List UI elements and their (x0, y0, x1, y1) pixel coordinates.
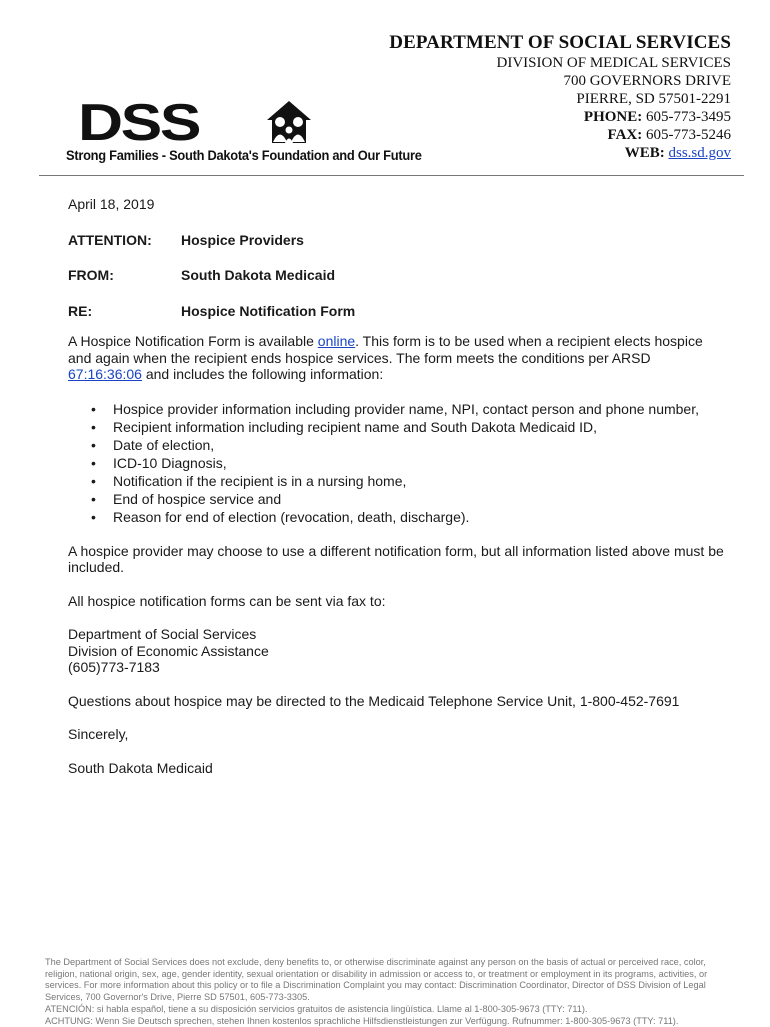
intro-text-1: A Hospice Notification Form is available (68, 333, 318, 349)
list-item (91, 436, 728, 454)
list-item (91, 418, 728, 436)
list-item-text: ICD-10 Diagnosis, (113, 454, 227, 471)
list-item-text: Date of election, (113, 436, 215, 453)
from-label: FROM: (68, 267, 114, 283)
signature: South Dakota Medicaid (68, 759, 213, 776)
from-row (68, 267, 728, 284)
bullet-icon: • (91, 418, 96, 435)
street-address: 700 GOVERNORS DRIVE (563, 73, 731, 89)
fax-instruction-paragraph: All hospice notification forms can be sent via fax to: (68, 592, 386, 609)
dss-logo (66, 94, 446, 166)
list-item-text: Reason for end of election (revocation, death, discharge). (113, 508, 470, 525)
german-notice: ACHTUNG: Wenn Sie Deutsch sprechen, stehen Ihnen kostenlos sprachliche Hilfsdienstleistungen zur Verfügung. Rufnummer: 1-800-305-9673 (TTY: 711). (45, 1015, 679, 1026)
city-state-zip: PIERRE, SD 57501-2291 (576, 91, 731, 107)
intro-text-2: . This form is to be used when a recipient elects hospice and again when the recipient ends hospice services. The form meets the conditions per ARSD (68, 333, 703, 366)
list-item-text: Hospice provider information including provider name, NPI, contact person and phone number, (113, 400, 699, 417)
logo-tagline: Strong Families - South Dakota's Foundation and Our Future (66, 147, 422, 163)
list-item (91, 454, 728, 472)
department-title: DEPARTMENT OF SOCIAL SERVICES (389, 32, 731, 53)
bullet-icon: • (91, 454, 96, 471)
address-line-department: Department of Social Services (68, 626, 257, 642)
intro-paragraph (68, 333, 728, 383)
phone-number: 605-773-3495 (646, 109, 731, 125)
fax-number: 605-773-5246 (646, 127, 731, 143)
list-item-text: End of hospice service and (113, 490, 282, 507)
arsd-link[interactable]: 67:16:36:06 (68, 366, 142, 382)
web-link[interactable]: dss.sd.gov (668, 145, 731, 161)
closing: Sincerely, (68, 726, 129, 742)
from-value: South Dakota Medicaid (181, 267, 336, 283)
letter-body (68, 196, 728, 776)
web-label: WEB: (624, 145, 665, 161)
list-item (91, 472, 728, 490)
address-line-fax-number: (605)773-7183 (68, 659, 160, 675)
list-item (91, 508, 728, 526)
bullet-icon: • (91, 508, 96, 525)
online-link[interactable]: online (317, 333, 356, 349)
family-house-icon (266, 100, 312, 144)
re-value: Hospice Notification Form (181, 302, 356, 319)
letter-date: April 18, 2019 (68, 196, 155, 212)
legal-footer (45, 957, 735, 1027)
alternate-form-paragraph: A hospice provider may choose to use a different notification form, but all information listed above must be included. (68, 542, 724, 575)
re-label: RE: (68, 302, 93, 319)
info-bullet-list (68, 400, 728, 526)
re-row (68, 303, 728, 320)
attention-label: ATTENTION: (68, 231, 152, 248)
bullet-icon: • (91, 472, 96, 489)
list-item (91, 490, 728, 508)
header-divider (39, 175, 744, 176)
bullet-icon: • (91, 490, 96, 507)
questions-paragraph: Questions about hospice may be directed to the Medicaid Telephone Service Unit, 1-800-452-7691 (68, 692, 680, 709)
attention-value: Hospice Providers (181, 231, 304, 248)
list-item-text: Notification if the recipient is in a nursing home, (113, 472, 407, 489)
address-line-division: Division of Economic Assistance (68, 642, 269, 659)
spanish-notice: ATENCIÓN: si habla español, tiene a su disposición servicios gratuitos de asistencia lingüística. Llame al 1-800-305-9673 (TTY: 711). (45, 1003, 588, 1014)
intro-text-3: and includes the following information: (141, 366, 384, 382)
logo-letters: DSS (78, 94, 200, 152)
fax-label: FAX: (607, 127, 643, 143)
attention-row (68, 232, 728, 249)
list-item (91, 400, 728, 418)
fax-address-block (68, 626, 728, 676)
bullet-icon: • (91, 400, 96, 417)
list-item-text: Recipient information including recipient name and South Dakota Medicaid ID, (113, 418, 598, 435)
nondiscrimination-notice: The Department of Social Services does not exclude, deny benefits to, or otherwise discriminate against any person on the basis of actual or perceived race, color, religion, national origin, sex, age, gender identity, sexual orientation or disability in admission or access to, or treatment or employment in its programs, activities, or services. For more information about this policy or to file a Discrimination Complaint you may contact: Discrimination Coordinator, Director of DSS Division of Legal Services, 700 Governor's Drive, Pierre SD 57501, 605-773-3305. (45, 957, 708, 1003)
phone-label: PHONE: (583, 109, 643, 125)
division-name: DIVISION OF MEDICAL SERVICES (496, 55, 731, 71)
bullet-icon: • (91, 436, 96, 453)
